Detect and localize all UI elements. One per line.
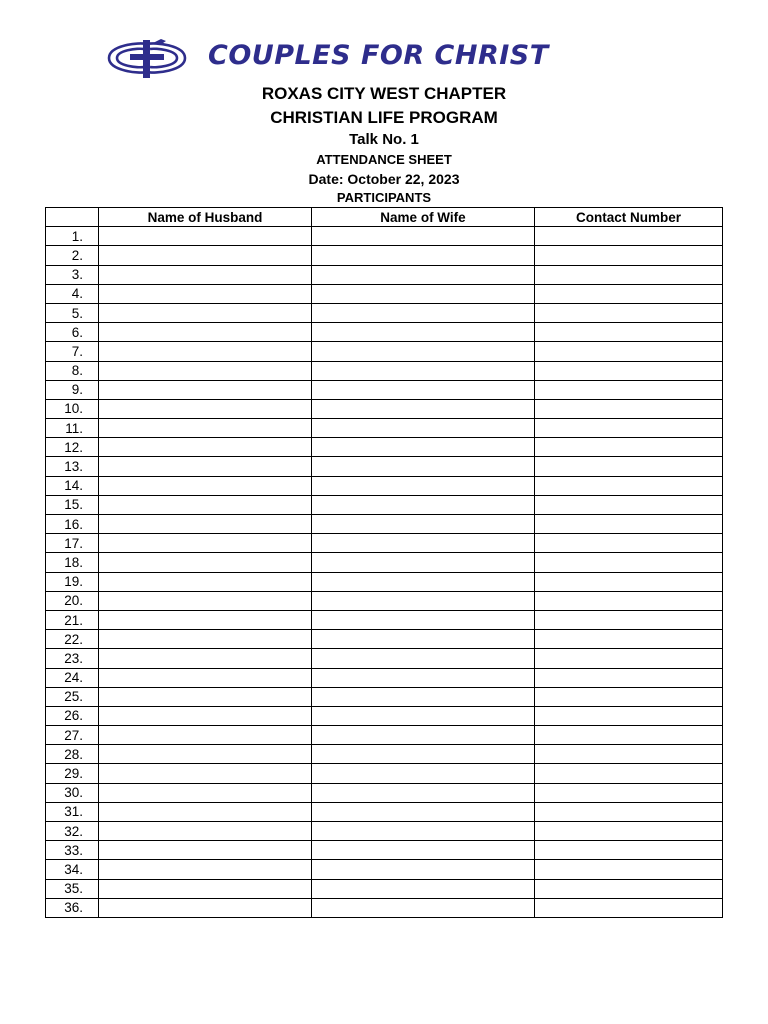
husband-name-cell[interactable] [99,284,312,303]
contact-number-cell[interactable] [535,419,723,438]
contact-number-cell[interactable] [535,476,723,495]
husband-name-cell[interactable] [99,265,312,284]
table-row [46,323,723,342]
contact-number-cell[interactable] [535,495,723,514]
wife-name-cell[interactable] [312,745,535,764]
contact-number-cell[interactable] [535,265,723,284]
wife-name-cell[interactable] [312,227,535,246]
table-row [46,610,723,629]
row-number: 15. [46,495,99,514]
table-row [46,764,723,783]
table-row [46,879,723,898]
contact-number-cell[interactable] [535,534,723,553]
husband-name-cell[interactable] [99,610,312,629]
contact-number-cell[interactable] [535,591,723,610]
row-number: 3. [46,265,99,284]
table-row [46,534,723,553]
row-number: 27. [46,726,99,745]
contact-number-cell[interactable] [535,726,723,745]
wife-name-cell[interactable] [312,572,535,591]
table-row [46,303,723,322]
wife-name-cell[interactable] [312,515,535,534]
husband-name-cell[interactable] [99,342,312,361]
contact-number-cell[interactable] [535,438,723,457]
row-number: 19. [46,572,99,591]
wife-name-cell[interactable] [312,265,535,284]
row-number: 23. [46,649,99,668]
husband-name-cell[interactable] [99,399,312,418]
section-title: PARTICIPANTS [336,190,432,205]
header-number [46,208,99,227]
row-number: 2. [46,246,99,265]
table-row [46,860,723,879]
contact-number-cell[interactable] [535,822,723,841]
contact-number-cell[interactable] [535,227,723,246]
contact-number-cell[interactable] [535,284,723,303]
wife-name-cell[interactable] [312,534,535,553]
husband-name-cell[interactable] [99,361,312,380]
row-number: 21. [46,610,99,629]
husband-name-cell[interactable] [99,227,312,246]
table-row [46,553,723,572]
husband-name-cell[interactable] [99,898,312,917]
row-number: 4. [46,284,99,303]
row-number: 31. [46,802,99,821]
contact-number-cell[interactable] [535,668,723,687]
table-row [46,438,723,457]
wife-name-cell[interactable] [312,361,535,380]
chapter-title: ROXAS CITY WEST CHAPTER [261,84,507,103]
husband-name-cell[interactable] [99,246,312,265]
contact-number-cell[interactable] [535,898,723,917]
wife-name-cell[interactable] [312,649,535,668]
wife-name-cell[interactable] [312,284,535,303]
husband-name-cell[interactable] [99,630,312,649]
husband-name-cell[interactable] [99,553,312,572]
table-row [46,898,723,917]
table-row [46,457,723,476]
row-number: 5. [46,303,99,322]
husband-name-cell[interactable] [99,419,312,438]
table-row [46,668,723,687]
row-number: 35. [46,879,99,898]
wife-name-cell[interactable] [312,457,535,476]
cfc-emblem-icon [106,36,188,80]
row-number: 16. [46,515,99,534]
wife-name-cell[interactable] [312,476,535,495]
table-row [46,726,723,745]
row-number: 30. [46,783,99,802]
contact-number-cell[interactable] [535,361,723,380]
wife-name-cell[interactable] [312,553,535,572]
row-number: 24. [46,668,99,687]
husband-name-cell[interactable] [99,745,312,764]
wife-name-cell[interactable] [312,764,535,783]
row-number: 32. [46,822,99,841]
wife-name-cell[interactable] [312,399,535,418]
table-row [46,822,723,841]
table-row [46,380,723,399]
sheet-title: ATTENDANCE SHEET [316,152,452,167]
wife-name-cell[interactable] [312,802,535,821]
contact-number-cell[interactable] [535,399,723,418]
contact-number-cell[interactable] [535,323,723,342]
row-number: 11. [46,419,99,438]
header-contact: Contact Number [535,208,723,227]
table-row [46,802,723,821]
wife-name-cell[interactable] [312,380,535,399]
wife-name-cell[interactable] [312,783,535,802]
contact-number-cell[interactable] [535,630,723,649]
table-row [46,476,723,495]
table-row [46,591,723,610]
row-number: 7. [46,342,99,361]
husband-name-cell[interactable] [99,764,312,783]
wife-name-cell[interactable] [312,879,535,898]
husband-name-cell[interactable] [99,649,312,668]
husband-name-cell[interactable] [99,438,312,457]
husband-name-cell[interactable] [99,572,312,591]
wife-name-cell[interactable] [312,687,535,706]
wife-name-cell[interactable] [312,822,535,841]
husband-name-cell[interactable] [99,802,312,821]
husband-name-cell[interactable] [99,668,312,687]
contact-number-cell[interactable] [535,764,723,783]
contact-number-cell[interactable] [535,553,723,572]
wife-name-cell[interactable] [312,726,535,745]
table-row [46,342,723,361]
contact-number-cell[interactable] [535,687,723,706]
wife-name-cell[interactable] [312,323,535,342]
contact-number-cell[interactable] [535,303,723,322]
contact-number-cell[interactable] [535,879,723,898]
header-wife: Name of Wife [312,208,535,227]
husband-name-cell[interactable] [99,495,312,514]
contact-number-cell[interactable] [535,457,723,476]
table-row [46,572,723,591]
row-number: 12. [46,438,99,457]
husband-name-cell[interactable] [99,783,312,802]
husband-name-cell[interactable] [99,380,312,399]
contact-number-cell[interactable] [535,246,723,265]
table-row [46,706,723,725]
contact-number-cell[interactable] [535,515,723,534]
wife-name-cell[interactable] [312,342,535,361]
table-row [46,649,723,668]
wife-name-cell[interactable] [312,898,535,917]
wife-name-cell[interactable] [312,610,535,629]
cfc-logo [106,36,576,86]
table-row [46,284,723,303]
husband-name-cell[interactable] [99,591,312,610]
table-row [46,227,723,246]
wife-name-cell[interactable] [312,668,535,687]
row-number: 26. [46,706,99,725]
contact-number-cell[interactable] [535,841,723,860]
row-number: 22. [46,630,99,649]
row-number: 9. [46,380,99,399]
header-husband: Name of Husband [99,208,312,227]
logo-wordmark: COUPLES FOR CHRIST [208,40,549,71]
husband-name-cell[interactable] [99,860,312,879]
row-number: 34. [46,860,99,879]
row-number: 10. [46,399,99,418]
wife-name-cell[interactable] [312,438,535,457]
husband-name-cell[interactable] [99,822,312,841]
row-number: 33. [46,841,99,860]
row-number: 20. [46,591,99,610]
row-number: 1. [46,227,99,246]
table-header-row [46,208,723,227]
table-row [46,399,723,418]
wife-name-cell[interactable] [312,495,535,514]
table-row [46,419,723,438]
table-row [46,361,723,380]
husband-name-cell[interactable] [99,303,312,322]
table-row [46,630,723,649]
husband-name-cell[interactable] [99,323,312,342]
row-number: 36. [46,898,99,917]
wife-name-cell[interactable] [312,591,535,610]
husband-name-cell[interactable] [99,879,312,898]
contact-number-cell[interactable] [535,380,723,399]
table-row [46,246,723,265]
husband-name-cell[interactable] [99,515,312,534]
wife-name-cell[interactable] [312,246,535,265]
row-number: 17. [46,534,99,553]
contact-number-cell[interactable] [535,783,723,802]
husband-name-cell[interactable] [99,841,312,860]
contact-number-cell[interactable] [535,610,723,629]
row-number: 8. [46,361,99,380]
contact-number-cell[interactable] [535,706,723,725]
contact-number-cell[interactable] [535,342,723,361]
program-title: CHRISTIAN LIFE PROGRAM [270,108,498,127]
wife-name-cell[interactable] [312,419,535,438]
wife-name-cell[interactable] [312,860,535,879]
table-row [46,841,723,860]
husband-name-cell[interactable] [99,457,312,476]
table-row [46,745,723,764]
husband-name-cell[interactable] [99,476,312,495]
row-number: 29. [46,764,99,783]
wife-name-cell[interactable] [312,630,535,649]
table-row [46,265,723,284]
table-row [46,515,723,534]
attendance-table [45,207,723,918]
row-number: 18. [46,553,99,572]
wife-name-cell[interactable] [312,841,535,860]
contact-number-cell[interactable] [535,745,723,764]
husband-name-cell[interactable] [99,726,312,745]
row-number: 14. [46,476,99,495]
table-row [46,495,723,514]
row-number: 13. [46,457,99,476]
row-number: 28. [46,745,99,764]
wife-name-cell[interactable] [312,303,535,322]
husband-name-cell[interactable] [99,534,312,553]
sheet-date: Date: October 22, 2023 [308,171,460,187]
contact-number-cell[interactable] [535,802,723,821]
row-number: 6. [46,323,99,342]
table-row [46,783,723,802]
row-number: 25. [46,687,99,706]
husband-name-cell[interactable] [99,706,312,725]
contact-number-cell[interactable] [535,572,723,591]
talk-number: Talk No. 1 [349,131,419,148]
table-row [46,687,723,706]
contact-number-cell[interactable] [535,649,723,668]
contact-number-cell[interactable] [535,860,723,879]
wife-name-cell[interactable] [312,706,535,725]
husband-name-cell[interactable] [99,687,312,706]
